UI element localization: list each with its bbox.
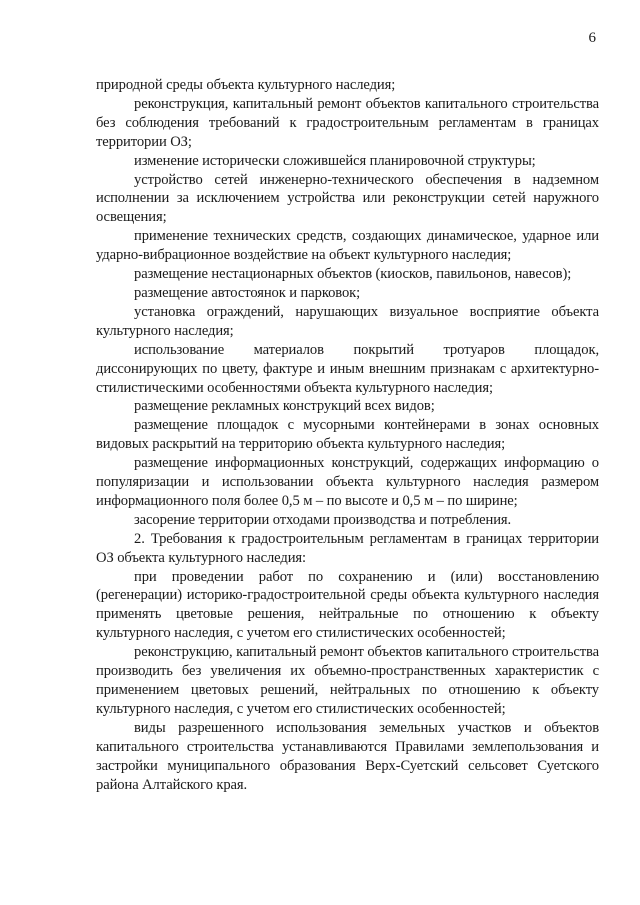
paragraph-section-2-heading: 2. Требования к градостроительным регламентам в границах территории ОЗ объекта культурного наследия: bbox=[96, 530, 599, 566]
paragraph-waste-containers: размещение площадок с мусорными контейнерами в зонах основных видовых раскрытий на территорию объекта культурного наследия; bbox=[96, 417, 599, 453]
paragraph-permitted-use: виды разрешенного использования земельных участков и объектов капитального строительства устанавливаются Правилами землепользования и застройки муниципального образования Верх-Суетский сельсовет Суетского района Алтайского края. bbox=[96, 719, 599, 793]
paragraph-littering: засорение территории отходами производства и потребления. bbox=[134, 511, 512, 528]
paragraph-parking: размещение автостоянок и парковок; bbox=[134, 284, 361, 301]
page-number: 6 bbox=[588, 30, 596, 46]
document-body bbox=[96, 76, 599, 794]
paragraph-continuation: природной среды объекта культурного наследия; bbox=[96, 77, 396, 93]
paragraph-technical-means: применение технических средств, создающих динамическое, ударное или ударно-вибрационное воздействие на объект культурного наследия; bbox=[96, 228, 599, 264]
paragraph-information-structures: размещение информационных конструкций, содержащих информацию о популяризации и использовании объекта культурного наследия размером информационного поля более 0,5 м – по высоте и 0,5 м – по ширине; bbox=[96, 455, 599, 509]
paragraph-engineering-networks: устройство сетей инженерно-технического обеспечения в надземном исполнении за исключением устройства или реконструкции сетей наружного освещения; bbox=[96, 171, 599, 226]
paragraph-planning-structure: изменение исторически сложившейся планировочной структуры; bbox=[134, 152, 536, 169]
paragraph-materials: использование материалов покрытий тротуаров площадок, диссонирующих по цвету, фактуре и иным внешним признакам с архитектурно-стилистическими особенностями объекта культурного наследия; bbox=[96, 341, 599, 396]
paragraph-reconstruction-requirements: реконструкцию, капитальный ремонт объектов капитального строительства производить без увеличения их объемно-пространственных характеристик с применением цветовых решений, нейтральных по отношению к объекту культурного наследия, с учетом его стилистических особенностей; bbox=[96, 644, 599, 717]
paragraph-color-solutions: при проведении работ по сохранению и (или) восстановлению (регенерации) историко-градостроительной среды объекта культурного наследия применять цветовые решения, нейтральные по отношению к объекту культурного наследия, с учетом его стилистических особенностей; bbox=[96, 568, 599, 642]
paragraph-advertising: размещение рекламных конструкций всех видов; bbox=[134, 398, 435, 415]
paragraph-reconstruction: реконструкция, капитальный ремонт объектов капитального строительства без соблюдения требований к градостроительным регламентам в границах территории ОЗ; bbox=[96, 95, 599, 150]
paragraph-non-stationary-objects: размещение нестационарных объектов (киосков, павильонов, навесов); bbox=[134, 266, 572, 283]
paragraph-fences: установка ограждений, нарушающих визуальное восприятие объекта культурного наследия; bbox=[96, 303, 599, 339]
